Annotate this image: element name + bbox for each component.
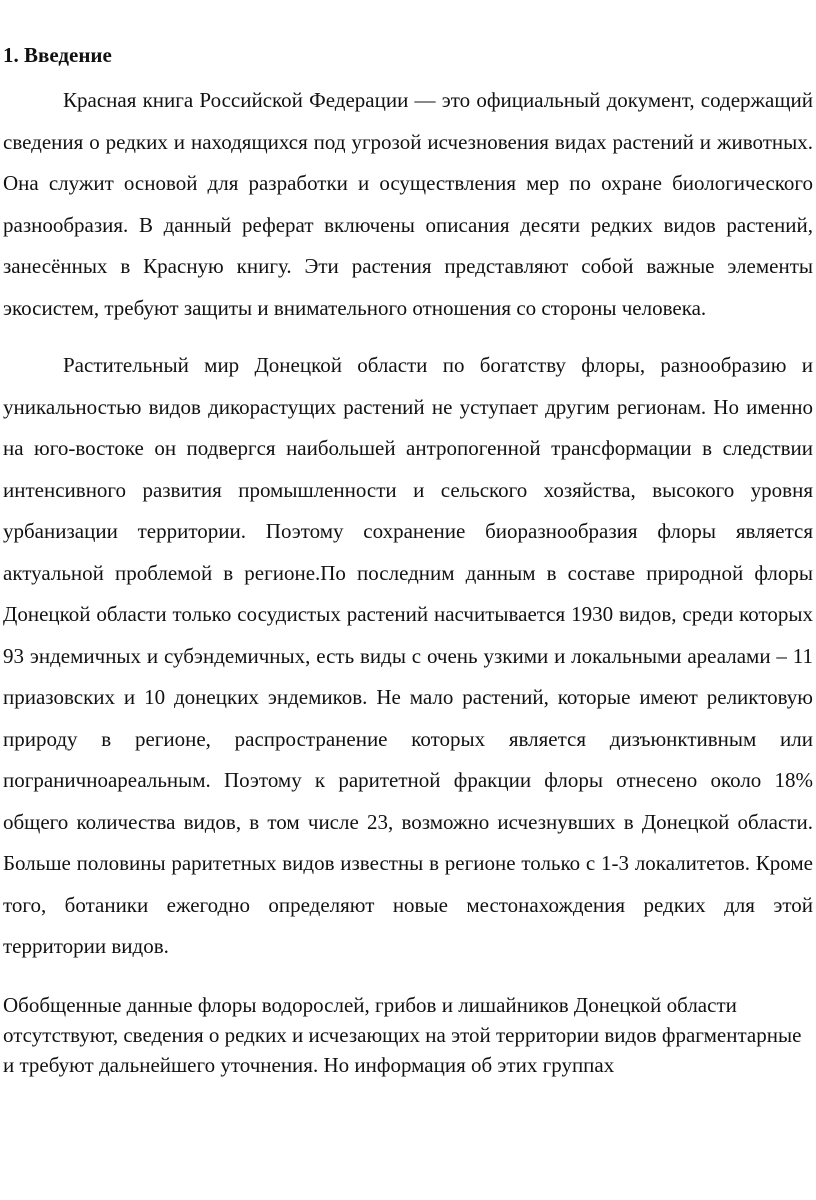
paragraph-closing: Обобщенные данные флоры водорослей, грибов и лишайников Донецкой области отсутствуют, сведения о редких и исчезающих на этой территории видов фрагментарные и требуют дальнейшего уточнения. Но информация об этих группах [3, 992, 802, 1077]
paragraph-intro: Красная книга Российской Федерации — это официальный документ, содержащий сведения о редких и находящихся под угрозой исчезновения видах растений и животных. Она служит основой для разработки и осуществления мер по охране биологического разнообразия. В данный реферат включены описания десяти редких видов растений, занесённых в Красную книгу. Эти растения представляют собой важные элементы экосистем, требуют защиты и внимательного отношения со стороны человека. [3, 88, 813, 320]
paragraph-donetsk-flora: Растительный мир Донецкой области по богатству флоры, разнообразию и уникальностью видов дикорастущих растений не уступает другим регионам. Но именно на юго-востоке он подвергся наибольшей антропогенной трансформации в следствии интенсивного развития промышленности и сельского хозяйства, высокого уровня урбанизации территории. Поэтому сохранение биоразнообразия флоры является актуальной проблемой в регионе.По последним данным в составе природной флоры Донецкой области только сосудистых растений насчитывается 1930 видов, среди которых 93 эндемичных и субэндемичных, есть виды с очень узкими и локальными ареалами – 11 приазовских и 10 донецких эндемиков. Не мало растений, которые имеют реликтовую природу в регионе, распространение которых является дизъюнктивным или пограничноареальным. Поэтому к раритетной фракции флоры отнесено около 18% общего количества видов, в том числе 23, возможно исчезнувших в Донецкой области. Больше половины раритетных видов известны в регионе только с 1-3 локалитетов. Кроме того, ботаники ежегодно определяют новые местонахождения редких для этой территории видов. [3, 353, 813, 958]
section-heading: 1. Введение [3, 43, 112, 67]
